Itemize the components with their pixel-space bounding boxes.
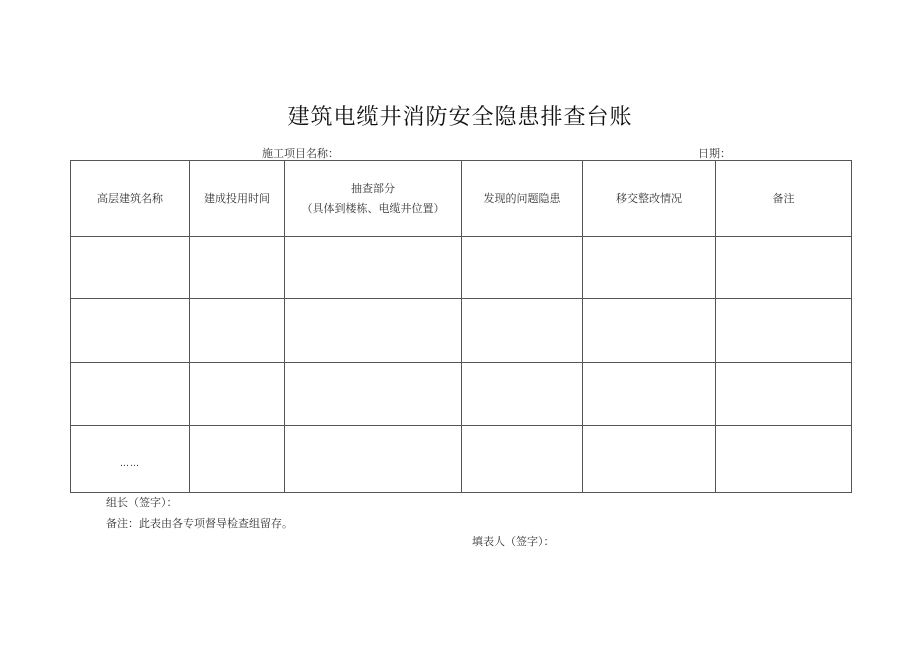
table-cell[interactable] bbox=[583, 426, 716, 493]
table-cell[interactable] bbox=[71, 426, 190, 493]
project-name-label: 施工项目名称： bbox=[262, 147, 339, 160]
table-cell[interactable] bbox=[716, 299, 852, 363]
table-cell[interactable] bbox=[190, 237, 285, 299]
filler-signature-label: 填表人（签字）： bbox=[472, 535, 555, 548]
table-cell[interactable] bbox=[583, 237, 716, 299]
table-cell[interactable] bbox=[71, 299, 190, 363]
table-cell[interactable] bbox=[583, 299, 716, 363]
header-inspected-part bbox=[285, 161, 462, 237]
table-header-row bbox=[71, 161, 852, 237]
table-cell[interactable] bbox=[583, 363, 716, 426]
header-building-name: 高层建筑名称 bbox=[71, 161, 190, 237]
table-cell[interactable] bbox=[285, 363, 462, 426]
table-row bbox=[71, 363, 852, 426]
header-completion-time: 建成投用时间 bbox=[190, 161, 285, 237]
header-rectification: 移交整改情况 bbox=[583, 161, 716, 237]
table-cell[interactable] bbox=[716, 426, 852, 493]
table-cell[interactable] bbox=[462, 363, 583, 426]
ellipsis-mark: …… bbox=[120, 459, 140, 469]
table-cell[interactable] bbox=[190, 299, 285, 363]
header-inspected-part-label: 抽查部分 bbox=[351, 181, 395, 195]
table-cell[interactable] bbox=[71, 363, 190, 426]
table-cell[interactable] bbox=[285, 299, 462, 363]
page-title: 建筑电缆井消防安全隐患排查台账 bbox=[287, 105, 633, 130]
header-remarks: 备注 bbox=[716, 161, 852, 237]
table-cell[interactable] bbox=[285, 237, 462, 299]
table-cell[interactable] bbox=[716, 363, 852, 426]
table-cell[interactable] bbox=[190, 426, 285, 493]
header-inspected-part-note: （具体到楼栋、电缆井位置） bbox=[301, 201, 445, 215]
table-row bbox=[71, 426, 852, 493]
table-cell[interactable] bbox=[71, 237, 190, 299]
table-cell[interactable] bbox=[462, 426, 583, 493]
date-label: 日期： bbox=[698, 147, 731, 160]
remark-note: 备注：此表由各专项督导检查组留存。 bbox=[106, 517, 293, 530]
inspection-ledger-table bbox=[70, 160, 852, 493]
header-hazards-found: 发现的问题隐患 bbox=[462, 161, 583, 237]
table-cell[interactable] bbox=[462, 237, 583, 299]
table-row bbox=[71, 237, 852, 299]
table-cell[interactable] bbox=[285, 426, 462, 493]
table-cell[interactable] bbox=[190, 363, 285, 426]
table-cell[interactable] bbox=[462, 299, 583, 363]
leader-signature-label: 组长（签字）： bbox=[106, 496, 178, 509]
table-row bbox=[71, 299, 852, 363]
table-cell[interactable] bbox=[716, 237, 852, 299]
